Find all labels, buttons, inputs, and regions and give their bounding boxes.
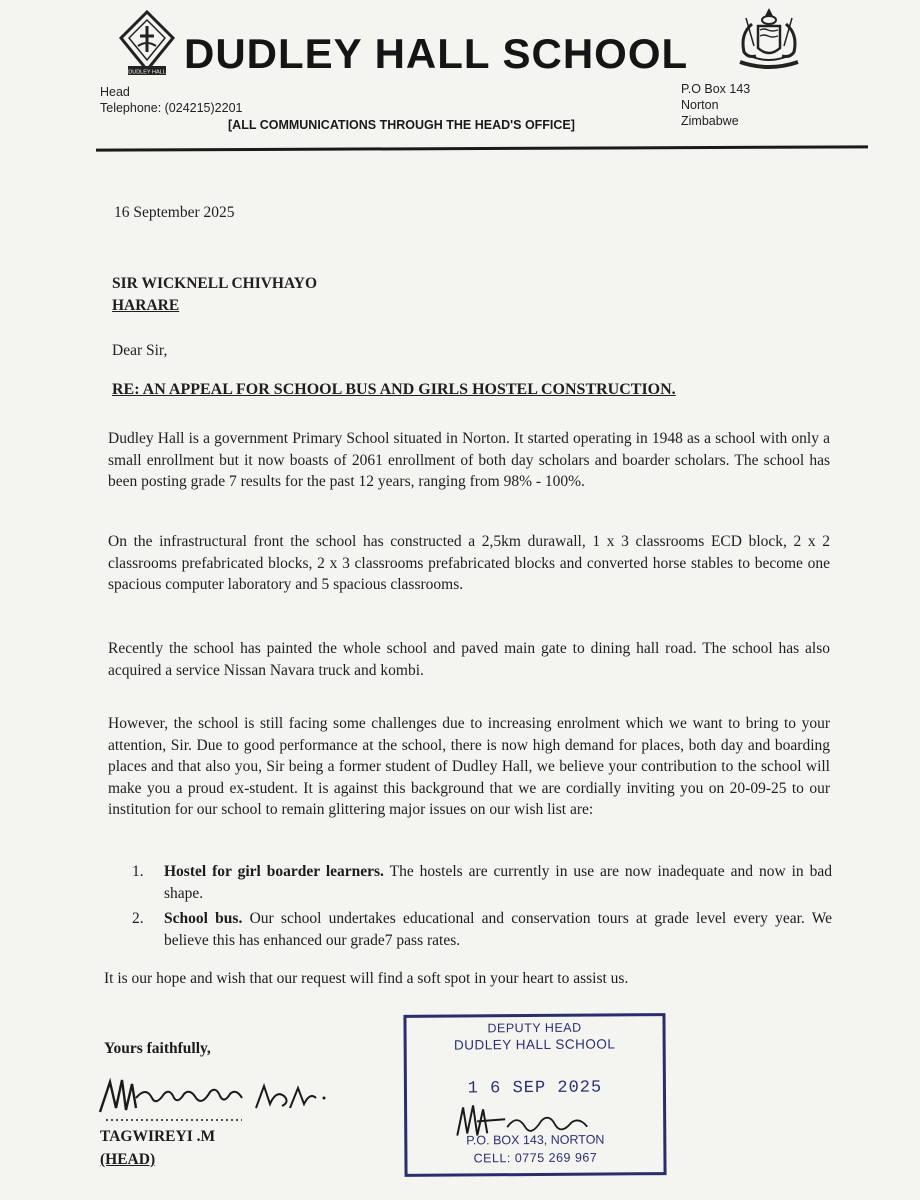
list-number: 2. bbox=[132, 910, 144, 927]
handwritten-signature bbox=[92, 1068, 332, 1128]
recipient-block bbox=[112, 273, 317, 317]
list-item bbox=[132, 861, 832, 904]
list-item-title: Hostel for girl boarder learners. bbox=[164, 863, 384, 880]
letter-date: 16 September 2025 bbox=[114, 204, 235, 221]
paragraph-recent: Recently the school has painted the whole school and paved main gate to dining hall road. The school has also acquired a service Nissan Navara truck and kombi. bbox=[108, 640, 830, 679]
school-name: DUDLEY HALL SCHOOL bbox=[184, 30, 689, 77]
salutation: Dear Sir, bbox=[112, 342, 168, 359]
list-item bbox=[132, 908, 832, 951]
letterhead-contact bbox=[100, 84, 242, 116]
stamp-phone: CELL: 0775 269 967 bbox=[473, 1150, 598, 1166]
paragraph-challenges: However, the school is still facing some challenges due to increasing enrolment which we want to bring to your attention, Sir. Due to good performance at the school, there is now high demand for places, both day and boarding places and that also you, Sir being a former student of Dudley Hall, we believe your contribution to the school will make you a proud ex-student. It is against this background that we are cordially inviting you on 20-09-25 to our institution for our school to remain glittering major issues on our wish list are: bbox=[108, 715, 830, 818]
address-country: Zimbabwe bbox=[681, 114, 739, 128]
list-number: 1. bbox=[132, 863, 144, 880]
stamp-address: P.O. BOX 143, NORTON bbox=[466, 1132, 605, 1148]
coat-of-arms-icon bbox=[732, 6, 806, 74]
wish-list bbox=[132, 861, 832, 955]
telephone: Telephone: (024215)2201 bbox=[100, 101, 243, 115]
list-item-text: Our school undertakes educational and conservation tours at grade level every year. We believe this has enhanced our grade7 pass rates. bbox=[164, 910, 833, 949]
signatory-role: (HEAD) bbox=[100, 1151, 156, 1168]
paragraph-infrastructure: On the infrastructural front the school has constructed a 2,5km durawall, 1 x 3 classrooms ECD block, 2 x 2 classrooms prefabricated blocks, 2 x 3 classrooms prefabricated blocks and converted horse stables to become one spacious computer laboratory and 5 spacious classrooms. bbox=[108, 533, 830, 593]
address-box: P.O Box 143 bbox=[681, 82, 751, 96]
official-stamp bbox=[403, 1013, 666, 1177]
head-label: Head bbox=[100, 85, 130, 99]
school-crest-icon bbox=[118, 10, 176, 80]
letterhead-divider bbox=[96, 145, 868, 151]
paragraph-history: Dudley Hall is a government Primary School situated in Norton. It started operating in 1948 as a school with only a small enrollment but it now boasts of 2061 enrollment of both day scholars and boarder scholars. The school has been posting grade 7 results for the past 12 years, ranging from 98% - 100%. bbox=[108, 430, 830, 490]
address-town: Norton bbox=[681, 98, 719, 112]
stamp-school: DUDLEY HALL SCHOOL bbox=[453, 1036, 616, 1053]
recipient-name: SIR WICKNELL CHIVHAYO bbox=[112, 275, 318, 292]
subject-line: RE: AN APPEAL FOR SCHOOL BUS AND GIRLS HOSTEL CONSTRUCTION. bbox=[112, 381, 676, 398]
list-item-text: The hostels are currently in use are now inadequate and now in bad shape. bbox=[164, 863, 832, 902]
communications-note: [ALL COMMUNICATIONS THROUGH THE HEAD'S OFFICE] bbox=[228, 118, 575, 132]
recipient-city: HARARE bbox=[112, 297, 180, 314]
svg-text:DUDLEY HALL: DUDLEY HALL bbox=[128, 69, 166, 76]
stamp-title: DEPUTY HEAD bbox=[487, 1020, 582, 1036]
sign-off: Yours faithfully, bbox=[104, 1040, 211, 1057]
signatory-name: TAGWIREYI .M bbox=[100, 1128, 216, 1145]
closing-sentence: It is our hope and wish that our request will find a soft spot in your heart to assist us. bbox=[104, 970, 629, 987]
letterhead-address bbox=[681, 81, 750, 129]
list-item-title: School bus. bbox=[164, 910, 243, 927]
stamp-date: 1 6 SEP 2025 bbox=[467, 1078, 603, 1099]
